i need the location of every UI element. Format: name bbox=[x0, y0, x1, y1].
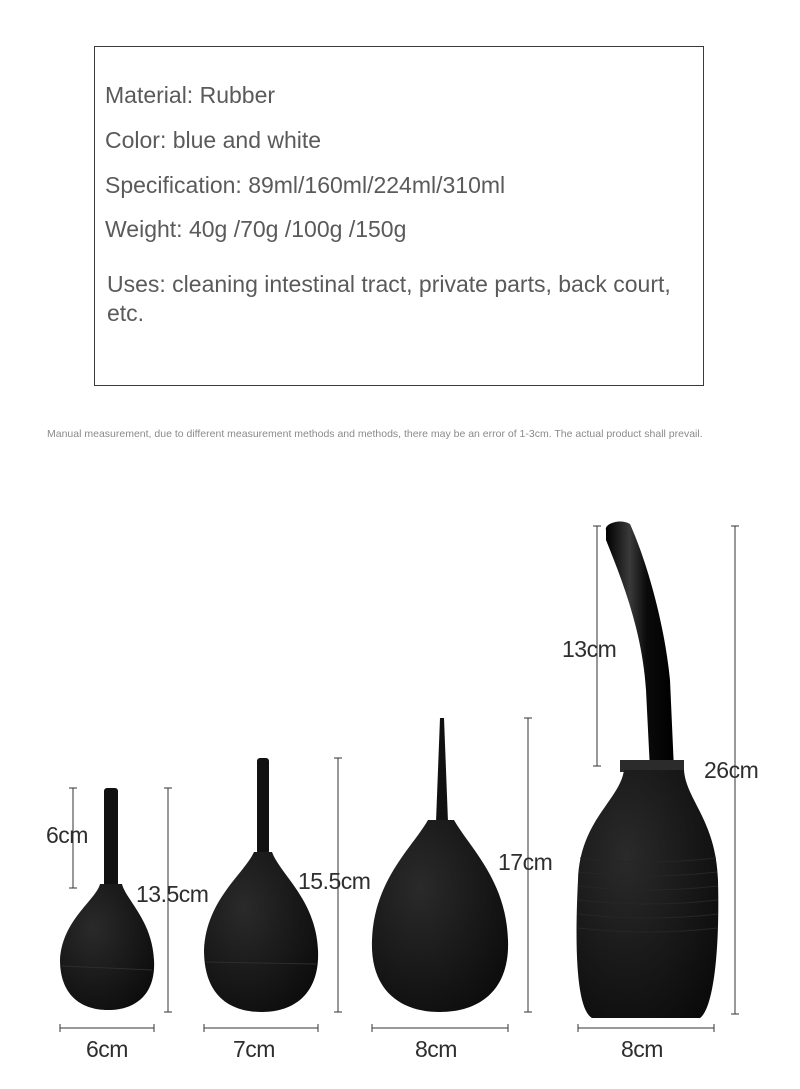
dim-label-xlarge-height: 26cm bbox=[704, 757, 759, 783]
bulb-large-body bbox=[372, 820, 508, 1012]
spec-color: Color: blue and white bbox=[105, 127, 322, 153]
dim-label-medium-height: 15.5cm bbox=[298, 868, 371, 894]
measurement-note: Manual measurement, due to different measurement methods and methods, there may be an error of 1-3cm. The actual product shall prevail. bbox=[47, 428, 703, 440]
dim-label-xlarge-width: 8cm bbox=[621, 1036, 663, 1062]
dim-label-xlarge-nozzle: 13cm bbox=[562, 636, 617, 662]
spec-specification: Specification: 89ml/160ml/224ml/310ml bbox=[105, 172, 506, 198]
bulb-large-nozzle bbox=[436, 718, 448, 822]
spec-uses: Uses: cleaning intestinal tract, private parts, back court, etc. bbox=[107, 271, 671, 326]
bulb-xlarge bbox=[577, 522, 719, 1018]
dim-label-small-height: 13.5cm bbox=[136, 881, 209, 907]
dim-label-large-width: 8cm bbox=[415, 1036, 457, 1062]
spec-material: Material: Rubber bbox=[105, 82, 276, 108]
dim-label-small-nozzle: 6cm bbox=[46, 822, 88, 848]
dim-label-large-height: 17cm bbox=[498, 849, 553, 875]
dim-label-small-width: 6cm bbox=[86, 1036, 128, 1062]
bulb-small-nozzle bbox=[104, 788, 118, 888]
dim-label-medium-width: 7cm bbox=[233, 1036, 275, 1062]
bulb-medium-nozzle bbox=[257, 758, 269, 854]
bulb-large bbox=[372, 718, 508, 1012]
bulb-xlarge-body bbox=[577, 770, 719, 1018]
spec-weight: Weight: 40g /70g /100g /150g bbox=[105, 216, 407, 242]
